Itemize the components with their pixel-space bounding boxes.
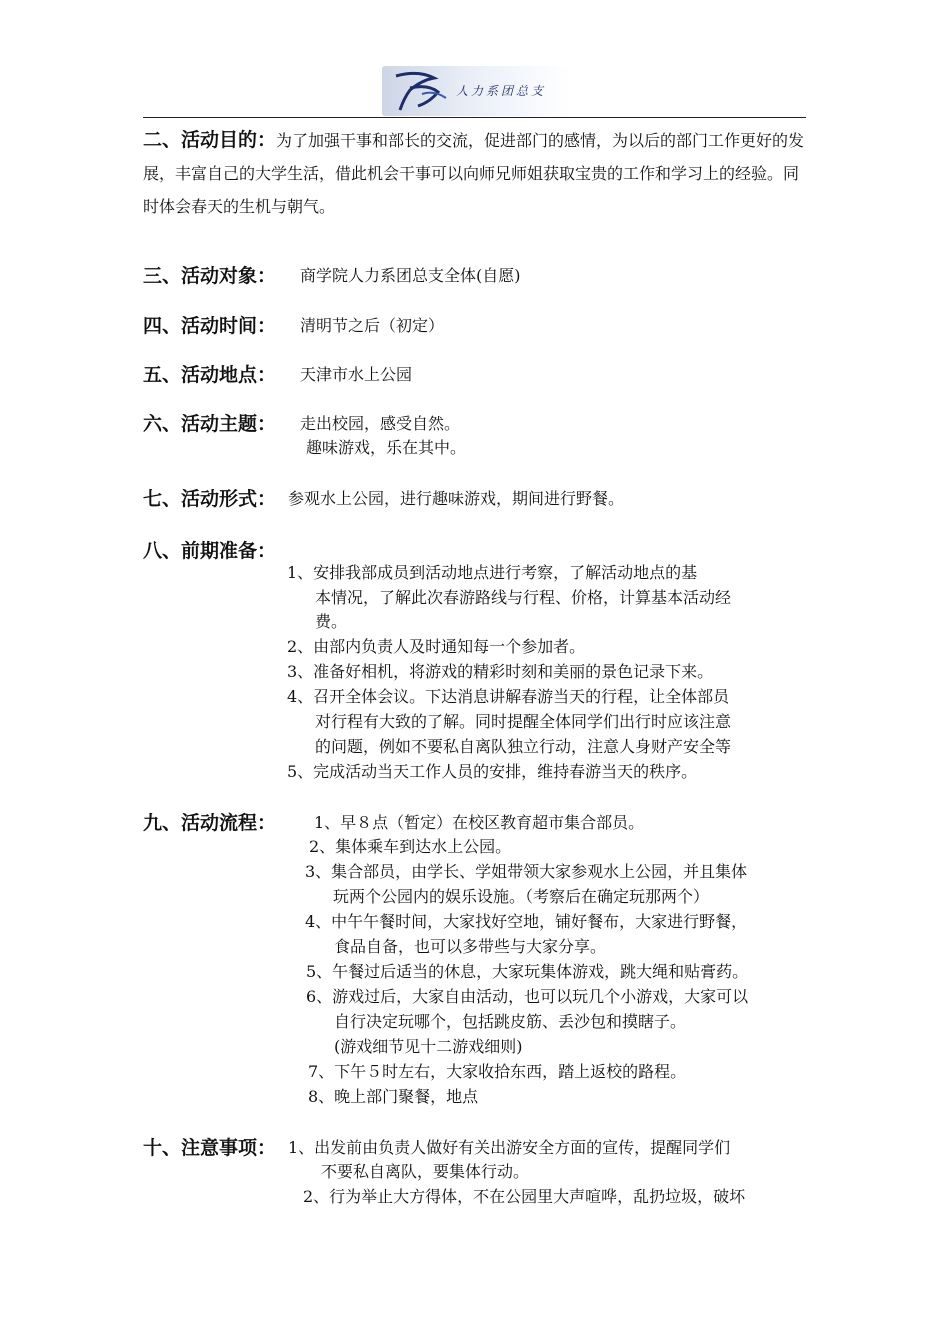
schedule-line: 4、中午午餐时间，大家找好空地，铺好餐布，大家进行野餐， (305, 912, 748, 931)
notes-line: 1、出发前由负责人做好有关出游安全方面的宣传，提醒同学们 (288, 1138, 731, 1157)
section-purpose-text: 为了加强干事和部长的交流，促进部门的感情，为以后的部门工作更好的发展，丰富自己的大学生活，借此机会干事可以向师兄师姐获取宝贵的工作和学习上的经验。同时体会春天的生机与朝气。 (143, 131, 805, 216)
header-divider (143, 117, 806, 118)
section-theme-line: 走出校园，感受自然。 (300, 414, 461, 433)
section-format-heading: 七、活动形式： (143, 488, 277, 510)
schedule-line: 6、游戏过后，大家自由活动，也可以玩几个小游戏，大家可以 (306, 987, 749, 1006)
notes-line: 不要私自离队，要集体行动。 (321, 1162, 530, 1181)
section-preparation-heading: 八、前期准备： (143, 540, 277, 562)
section-format-text: 参观水上公园，进行趣味游戏，期间进行野餐。 (288, 489, 625, 508)
preparation-line: 3、准备好相机，将游戏的精彩时刻和美丽的景色记录下来。 (287, 662, 714, 681)
section-purpose-heading: 二、活动目的： (143, 129, 277, 151)
preparation-line: 2、由部内负责人及时通知每一个参加者。 (287, 637, 586, 656)
preparation-line: 对行程有大致的了解。同时提醒全体同学们出行时应该注意 (315, 712, 732, 731)
department-logo (382, 66, 570, 116)
preparation-line: 5、完成活动当天工作人员的安排，维持春游当天的秩序。 (287, 762, 698, 781)
notes-line: 2、行为举止大方得体，不在公园里大声喧哗，乱扔垃圾，破坏 (303, 1187, 746, 1206)
schedule-line: 自行决定玩哪个，包括跳皮筋、丢沙包和摸瞎子。 (334, 1012, 687, 1031)
schedule-line: 5、午餐过后适当的休息，大家玩集体游戏，跳大绳和贴膏药。 (306, 962, 749, 981)
schedule-line: 食品自备，也可以多带些与大家分享。 (334, 937, 607, 956)
preparation-line: 的问题，例如不要私自离队独立行动，注意人身财产安全等 (315, 737, 732, 756)
preparation-line: 4、召开全体会议。下达消息讲解春游当天的行程，让全体部员 (287, 687, 730, 706)
section-theme-line: 趣味游戏，乐在其中。 (306, 438, 467, 457)
preparation-line: 1、安排我部成员到活动地点进行考察，了解活动地点的基 (287, 563, 698, 582)
schedule-line: 玩两个公园内的娱乐设施。（考察后在确定玩那两个） (333, 887, 710, 906)
section-schedule-heading: 九、活动流程： (143, 812, 277, 834)
section-location-text: 天津市水上公园 (300, 365, 413, 384)
section-time-text: 清明节之后（初定） (300, 316, 445, 335)
section-location-heading: 五、活动地点： (143, 364, 277, 386)
section-notes-heading: 十、注意事项： (143, 1137, 277, 1159)
preparation-line: 费。 (315, 612, 348, 631)
schedule-line: 2、集体乘车到达水上公园。 (309, 837, 512, 856)
section-purpose (143, 124, 806, 223)
section-time-heading: 四、活动时间： (143, 315, 277, 337)
schedule-line: (游戏细节见十二游戏细则) (334, 1037, 523, 1056)
schedule-line: 3、集合部员，由学长、学姐带领大家参观水上公园，并且集体 (305, 862, 748, 881)
schedule-line: 7、下午５时左右，大家收拾东西，踏上返校的路程。 (308, 1062, 687, 1081)
schedule-line: 8、晚上部门聚餐，地点 (308, 1087, 479, 1106)
schedule-line: 1、早８点（暂定）在校区教育超市集合部员。 (314, 813, 645, 832)
logo-emblem-icon (388, 68, 458, 114)
preparation-line: 本情况，了解此次春游路线与行程、价格，计算基本活动经 (315, 588, 732, 607)
logo-text: 人力系团总支 (456, 84, 547, 98)
section-theme-heading: 六、活动主题： (143, 413, 277, 435)
section-audience-text: 商学院人力系团总支全体(自愿) (300, 266, 521, 285)
section-audience-heading: 三、活动对象： (143, 265, 277, 287)
